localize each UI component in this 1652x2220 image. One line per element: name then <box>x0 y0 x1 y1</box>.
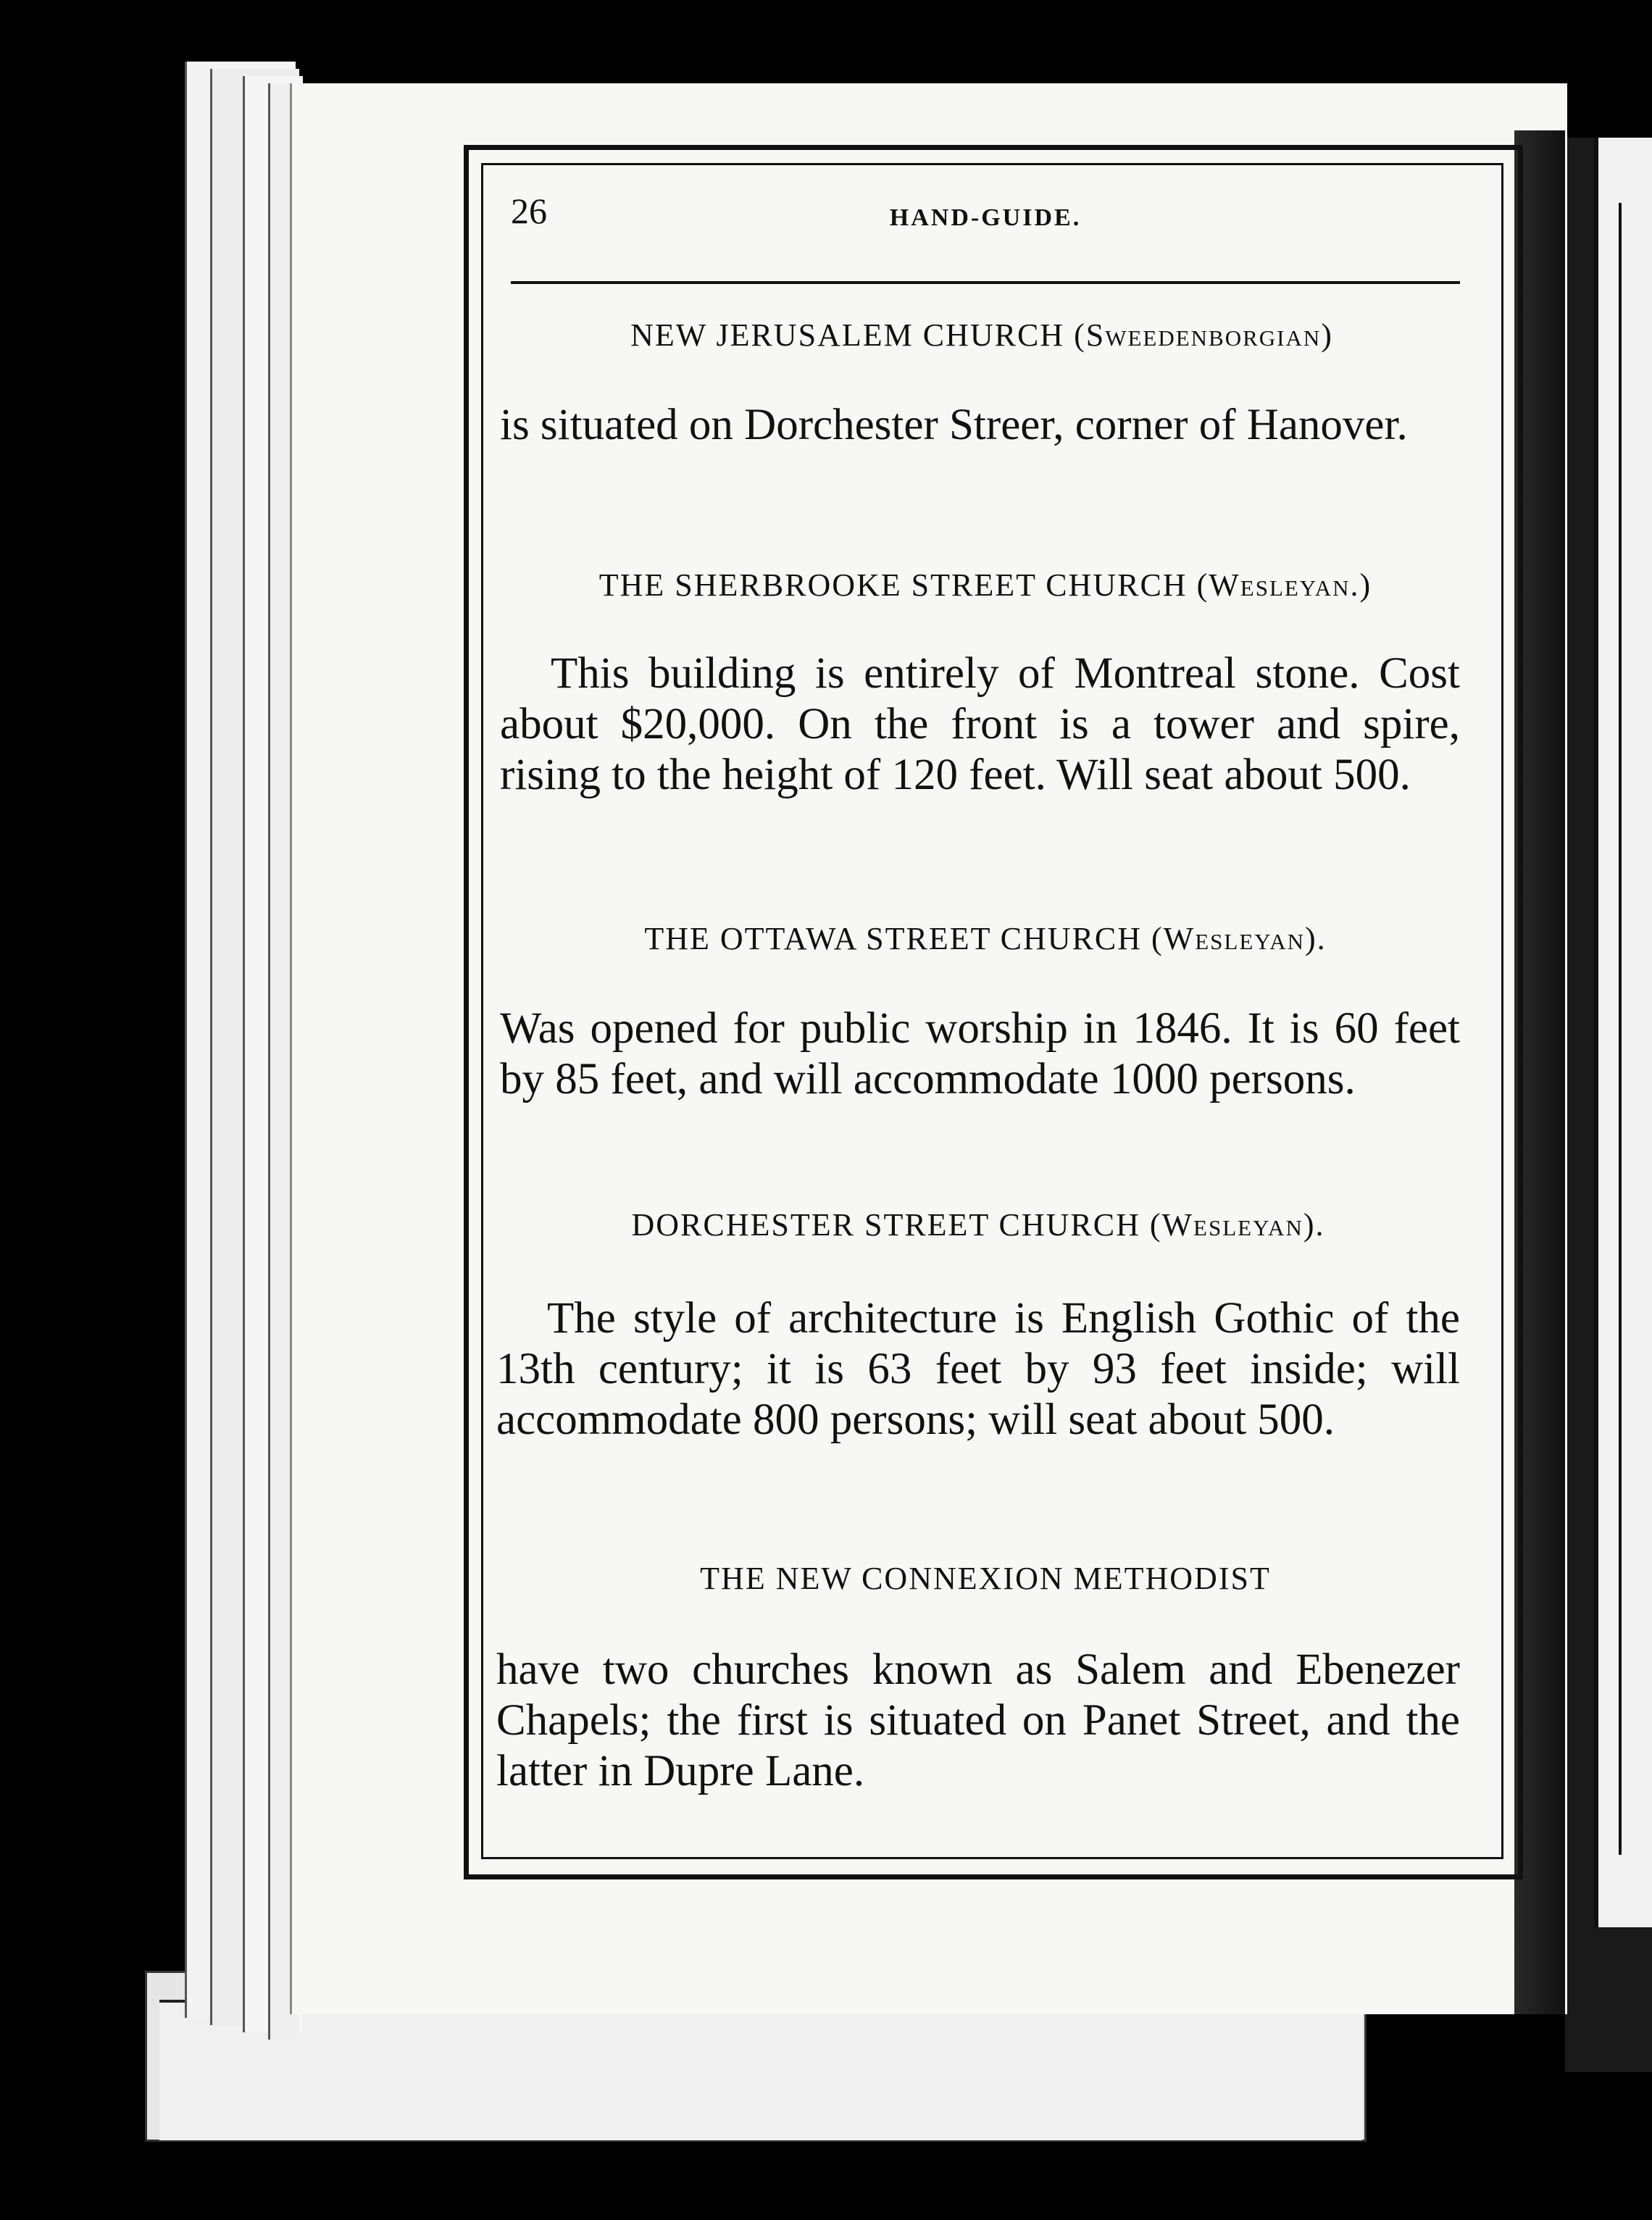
section-heading: THE NEW CONNEXION METHODIST <box>700 1561 1271 1596</box>
section-body: The style of architecture is English Gothic of the 13th century; it is 63 feet by 93 feet inside; will accommodate 800 persons; will seat about 500. <box>496 1294 1460 1444</box>
section-body: This building is entirely of Montreal stone. Cost about $20,000. On the front is a tower and spire, rising to the height of 120 feet. Will seat about 500. <box>500 649 1460 799</box>
running-title: HAND-GUIDE. <box>889 204 1082 231</box>
book-lower-pages <box>159 2000 1362 2140</box>
header-rule <box>511 281 1460 284</box>
section-body: Was opened for public worship in 1846. It is 60 feet by 85 feet, and will accommodate 1000 persons. <box>500 1004 1460 1103</box>
facing-page-sliver <box>1594 138 1652 1927</box>
page-number: 26 <box>511 191 547 231</box>
section-body: have two churches known as Salem and Ebenezer Chapels; the first is situated on Panet Street, and the latter in Dupre Lane. <box>496 1645 1460 1795</box>
running-head <box>511 190 1460 241</box>
section-heading: THE SHERBROOKE STREET CHURCH (Wesleyan.) <box>598 567 1372 603</box>
section-heading: NEW JERUSALEM CHURCH (Sweedenborgian) <box>630 317 1333 353</box>
section-heading: THE OTTAWA STREET CHURCH (Wesleyan). <box>644 921 1327 956</box>
section-body: is situated on Dorchester Streer, corner of Hanover. <box>500 401 1408 449</box>
section-heading: DORCHESTER STREET CHURCH (Wesleyan). <box>631 1207 1325 1243</box>
